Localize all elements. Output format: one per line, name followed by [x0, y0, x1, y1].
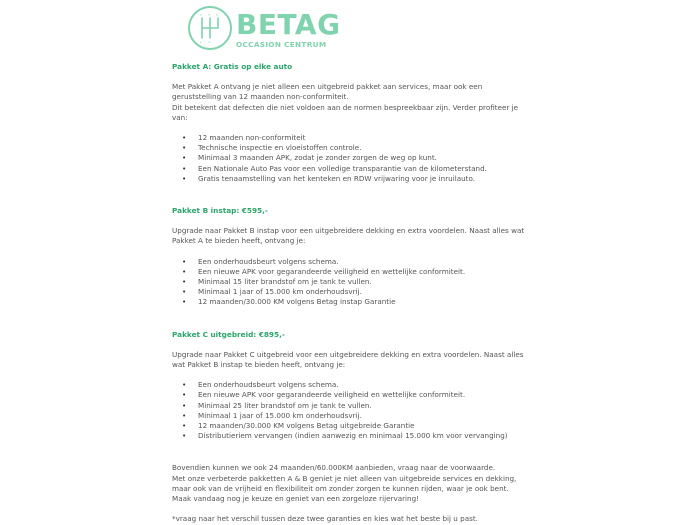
list-item: • Distributieriem vervangen (indien aanwezig en minimaal 15.000 km voor vervanging) [198, 431, 532, 441]
betag-logo [188, 6, 341, 56]
list-item: • Een onderhoudsbeurt volgens schema. [198, 380, 532, 390]
svg-text:3: 3 [208, 13, 210, 17]
list-item: • Minimaal 15 liter brandstof om je tank te vullen. [198, 277, 532, 287]
pakket-c-list [172, 380, 532, 441]
section-intro: Upgrade naar Pakket C uitgebreid voor een uitgebreidere dekking en extra voordelen. Naast alles wat Pakket B instap te bieden heeft, ontvang je: [172, 349, 524, 370]
pakket-a-list [172, 133, 532, 184]
gear-shift-icon [188, 6, 232, 50]
list-item: • Een nieuwe APK voor gegarandeerde veiligheid en wettelijke conformiteit. [198, 267, 532, 277]
closing-paragraph: Maak vandaag nog je keuze en geniet van een zorgeloze rijervaring! [172, 494, 420, 504]
section-intro: Met Pakket A ontvang je niet alleen een uitgebreid pakket aan services, maar ook een geruststelling van 12 maanden non-conformiteit. [172, 82, 483, 102]
svg-text:4: 4 [208, 40, 210, 44]
list-item: • Gratis tenaamstelling van het kenteken en RDW vrijwaring voor je inruilauto. [198, 174, 532, 184]
closing-paragraph: Bovendien kunnen we ook 24 maanden/60.000KM aanbieden, vraag naar de voorwaarde. [172, 463, 496, 473]
list-item: • Minimaal 3 maanden APK, zodat je zonder zorgen de weg op kunt. [198, 153, 532, 163]
svg-text:5: 5 [216, 13, 218, 17]
section-intro: Dit betekent dat defecten die niet voldoen aan de normen bespreekbaar zijn. Verder profiteer je van: [172, 102, 519, 122]
list-item: • Een Nationale Auto Pas voor een volledige transparantie van de kilometerstand. [198, 164, 532, 174]
svg-text:2: 2 [200, 40, 202, 44]
footnote: *vraag naar het verschil tussen deze twee garanties en kies wat het beste bij u past. [172, 514, 478, 524]
list-item: • 12 maanden/30.000 KM volgens Betag uitgebreide Garantie [198, 421, 532, 431]
section-heading-pakket-c: Pakket C uitgebreid: €895,- [172, 329, 285, 339]
section-intro: Upgrade naar Pakket B instap voor een uitgebreidere dekking en extra voordelen. Naast alles wat Pakket A te bieden heeft, ontvang je: [172, 226, 525, 246]
closing-paragraph: Met onze verbeterde pakketten A & B geniet je niet alleen van uitgebreide services en dekking, maar ook van de vrijheid en flexibiliteit om zonder zorgen te kunnen rijden, waar je ook bent. [172, 473, 517, 493]
section-heading-pakket-b: Pakket B instap: €595,- [172, 206, 268, 216]
list-item: • Een onderhoudsbeurt volgens schema. [198, 257, 532, 267]
list-item: • 12 maanden non-conformiteit [198, 133, 532, 143]
list-item: • 12 maanden/30.000 KM volgens Betag instap Garantie [198, 297, 532, 307]
list-item: • Een nieuwe APK voor gegarandeerde veiligheid en wettelijke conformiteit. [198, 390, 532, 400]
list-item: • Minimaal 1 jaar of 15.000 km onderhoudsvrij. [198, 287, 532, 297]
logo-subtitle: OCCASION CENTRUM [236, 40, 327, 49]
svg-text:1: 1 [200, 13, 202, 17]
section-heading-pakket-a: Pakket A: Gratis op elke auto [172, 62, 293, 71]
pakket-b-list [172, 257, 532, 308]
list-item: • Minimaal 1 jaar of 15.000 km onderhoudsvrij. [198, 411, 532, 421]
logo-wordmark: BETAG [236, 8, 341, 41]
list-item: • Minimaal 25 liter brandstof om je tank te vullen. [198, 401, 532, 411]
list-item: • Technische inspectie en vloeistoffen controle. [198, 143, 532, 153]
document-content [172, 62, 532, 525]
